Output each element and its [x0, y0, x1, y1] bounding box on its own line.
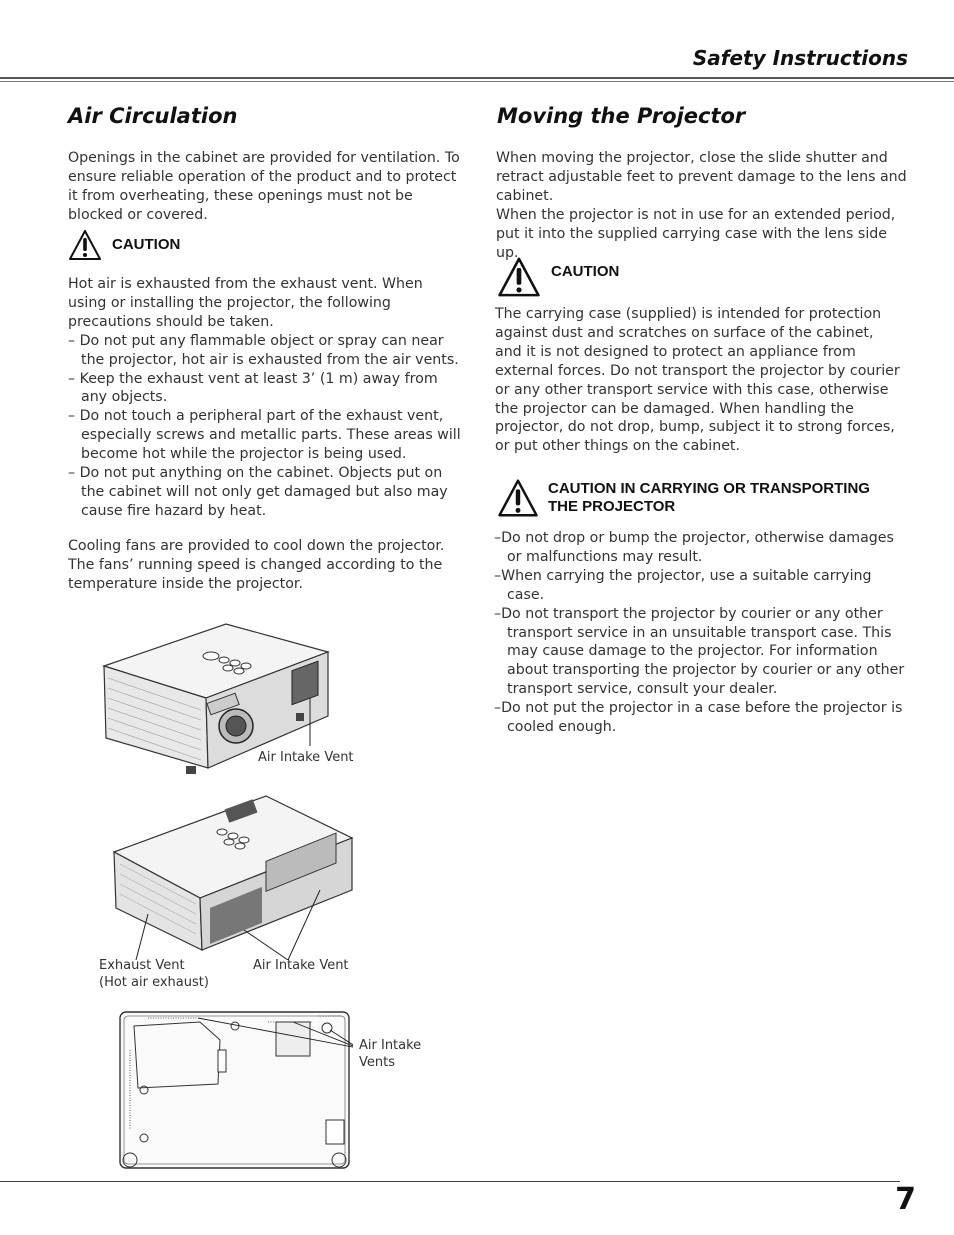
caution-intro: Hot air is exhausted from the exhaust vent. When using or installing the projector, the following precautions should be taken. [68, 276, 423, 330]
caution-body-right: The carrying case (supplied) is intended for protection against dust and scratches on surface of the cabinet, and it is not designed to protect an appliance from external forces. Do not transport the projector by courier or any other transport service with this case, otherwise the projector can be damaged. When handling the projector, do not drop, bump, subject it to strong forces, or put other things on the cabinet. [495, 306, 900, 455]
transport-item: –Do not put the projector in a case before the projector is cooled enough. [494, 700, 903, 736]
precaution-item: – Do not touch a peripheral part of the exhaust vent, especially screws and metallic parts. These areas will become hot while the projector is being used. [68, 408, 461, 463]
caution-body-left [68, 275, 462, 521]
header-rule-thin [0, 81, 954, 82]
cooling-fans-text: Cooling fans are provided to cool down the projector. The fans’ running speed is changed according to the temperature inside the projector. [68, 538, 445, 592]
precaution-item: – Keep the exhaust vent at least 3’ (1 m) away from any objects. [68, 370, 438, 406]
caution-label: CAUTION [551, 263, 620, 280]
footer-rule [0, 1181, 900, 1182]
warning-icon [68, 229, 102, 261]
air-circulation-intro: Openings in the cabinet are provided for ventilation. To ensure reliable operation of the product and to protect it from overheating, these openings must not be blocked or covered. [68, 150, 460, 223]
transport-item: –When carrying the projector, use a suitable carrying case. [494, 567, 872, 603]
warning-icon [497, 478, 539, 518]
caution-transport-label: CAUTION IN CARRYING OR TRANSPORTING THE PROJECTOR [548, 480, 870, 515]
transport-item: –Do not drop or bump the projector, otherwise damages or malfunctions may result. [494, 530, 894, 565]
caution-transport-block [497, 478, 870, 518]
fig3-air-intake-label: Air Intake Vents [359, 1038, 422, 1070]
page-number: 7 [895, 1182, 916, 1217]
header-rule [0, 77, 954, 79]
precaution-item: – Do not put anything on the cabinet. Objects put on the cabinet will not only get damaged but also may cause fire hazard by heat. [68, 465, 448, 519]
fig2-air-intake-label: Air Intake Vent [253, 958, 349, 973]
moving-projector-title: Moving the Projector [497, 104, 746, 128]
precaution-item: – Do not put any flammable object or spray can near the projector, hot air is exhausted from the air vents. [68, 332, 459, 368]
projector-bottom-illustration [118, 1010, 353, 1172]
caution-block-left [68, 229, 180, 261]
air-circulation-title: Air Circulation [68, 104, 238, 128]
transport-items [494, 529, 906, 737]
moving-intro: When moving the projector, close the slide shutter and retract adjustable feet to prevent damage to the lens and cabinet. When the projector is not in use for an extended period, put it into the supplied carrying case with the lens side up. [496, 150, 907, 261]
fig2-exhaust-label: Exhaust Vent (Hot air exhaust) [99, 958, 209, 990]
transport-item: –Do not transport the projector by courier or any other transport service in an unsuitable transport case. This may cause damage to the projector. For information about transporting the projector by courier or any other transport service, consult your dealer. [494, 605, 905, 698]
warning-icon [497, 256, 541, 298]
caution-block-right [497, 256, 619, 298]
projector-rear-illustration [96, 790, 358, 960]
caution-label: CAUTION [112, 236, 181, 253]
page-header-title: Safety Instructions [692, 46, 908, 70]
fig1-air-intake-label: Air Intake Vent [258, 750, 354, 765]
